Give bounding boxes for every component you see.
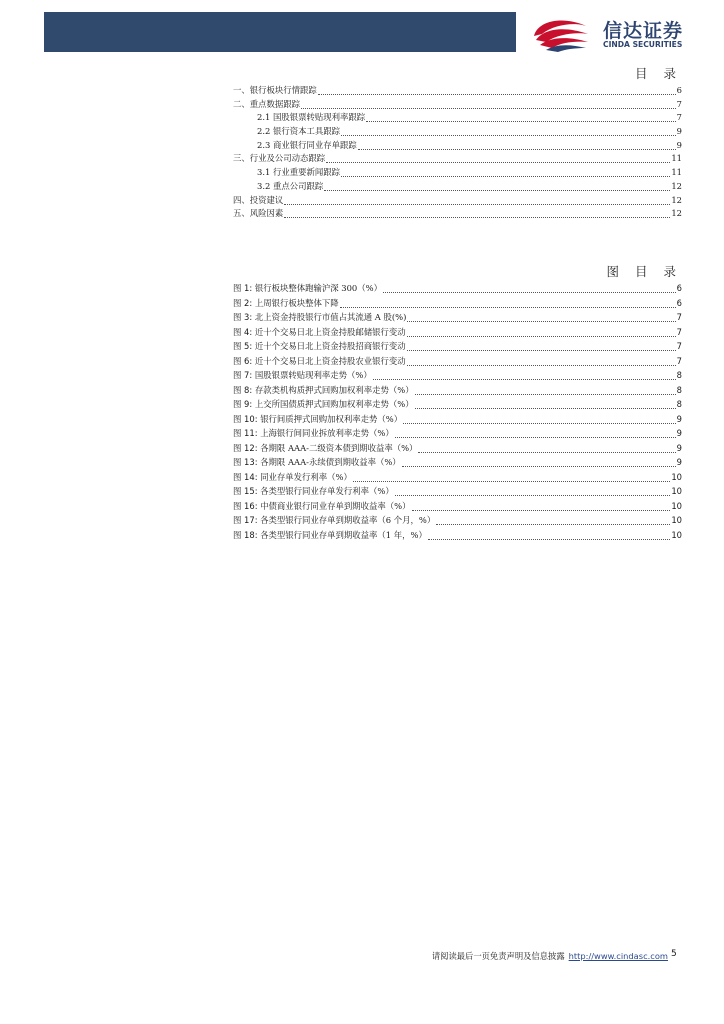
figure-entry-label bbox=[233, 470, 352, 485]
dot-leader bbox=[284, 195, 670, 205]
toc-entry-label: 五、风险因素 bbox=[233, 208, 284, 219]
toc-entry-label: 2.3 商业银行同业存单跟踪 bbox=[257, 139, 357, 150]
figure-number: 图 11: bbox=[233, 428, 258, 438]
toc-entry[interactable] bbox=[233, 152, 682, 166]
figure-entry-page: 7 bbox=[676, 312, 682, 322]
figure-number: 图 9: bbox=[233, 399, 253, 409]
figure-entry[interactable] bbox=[233, 383, 682, 398]
figure-entry-page: 6 bbox=[676, 283, 682, 293]
figure-caption: 银行间质押式回购加权利率走势（%） bbox=[260, 413, 403, 424]
footer-link[interactable]: http://www.cindasc.com bbox=[568, 951, 668, 961]
figure-entry-label bbox=[233, 484, 394, 499]
toc-entry-label: 四、投资建议 bbox=[233, 194, 284, 205]
toc-entry[interactable] bbox=[233, 139, 682, 153]
figures-title: 图 目 录 bbox=[606, 264, 682, 279]
dot-leader bbox=[301, 99, 676, 109]
figure-number: 图 7: bbox=[233, 370, 253, 380]
list-of-figures bbox=[233, 281, 682, 542]
figure-entry-page: 9 bbox=[676, 413, 682, 424]
figure-number: 图 3: bbox=[233, 312, 253, 322]
toc-entry[interactable] bbox=[233, 111, 682, 125]
figure-caption: 各类型银行同业存单到期收益率（1 年，%） bbox=[260, 529, 427, 540]
figure-entry[interactable] bbox=[233, 310, 682, 325]
toc-entry-label: 2.1 国股银票转贴现利率跟踪 bbox=[257, 112, 366, 123]
figure-entry-label bbox=[233, 528, 427, 543]
figure-entry[interactable] bbox=[233, 339, 682, 354]
figure-caption: 北上资金持股银行市值占其流通 A 股(%) bbox=[254, 312, 407, 322]
figure-number: 图 16: bbox=[233, 500, 258, 511]
figure-entry-label bbox=[233, 426, 394, 441]
dot-leader bbox=[324, 181, 670, 191]
figure-entry-label bbox=[233, 513, 435, 528]
figure-number: 图 8: bbox=[233, 384, 253, 395]
figure-caption: 各期限 AAA-二级资本债到期收益率（%） bbox=[260, 442, 418, 453]
toc-entry-page: 7 bbox=[676, 98, 682, 109]
footer bbox=[432, 950, 668, 962]
figure-entry-page: 7 bbox=[676, 326, 682, 337]
figure-entry-page: 9 bbox=[676, 457, 682, 467]
figure-caption: 存款类机构质押式回购加权利率走势（%） bbox=[254, 384, 414, 395]
figure-entry[interactable] bbox=[233, 325, 682, 340]
figure-caption: 近十个交易日北上资金持股邮储银行变动 bbox=[254, 326, 406, 337]
figure-entry-page: 10 bbox=[671, 529, 682, 540]
figure-number: 图 13: bbox=[233, 457, 258, 467]
figure-entry[interactable] bbox=[233, 397, 682, 412]
figure-number: 图 4: bbox=[233, 326, 253, 337]
dot-leader bbox=[366, 112, 676, 122]
dot-leader bbox=[402, 456, 676, 467]
toc-entry[interactable] bbox=[233, 166, 682, 180]
dot-leader bbox=[340, 297, 676, 308]
toc-entry-page: 12 bbox=[671, 180, 682, 191]
dot-leader bbox=[383, 282, 676, 293]
dot-leader bbox=[341, 167, 670, 177]
figure-entry-page: 10 bbox=[671, 471, 682, 482]
figure-caption: 上交所国债质押式回购加权利率走势（%） bbox=[254, 399, 414, 409]
dot-leader bbox=[326, 153, 670, 163]
figure-caption: 各类型银行同业存单到期收益率（6 个月，%） bbox=[260, 515, 436, 525]
toc-entry-page: 12 bbox=[671, 194, 682, 205]
dot-leader bbox=[403, 413, 676, 424]
toc-entry[interactable] bbox=[233, 84, 682, 98]
figure-number: 图 12: bbox=[233, 442, 258, 453]
figure-entry-page: 9 bbox=[676, 442, 682, 453]
figure-caption: 各期限 AAA-永续债到期收益率（%） bbox=[260, 457, 401, 467]
figure-entry[interactable] bbox=[233, 470, 682, 485]
figure-number: 图 1: bbox=[233, 283, 253, 293]
figure-entry-label bbox=[233, 441, 417, 456]
figure-entry-label bbox=[233, 412, 402, 427]
dot-leader bbox=[436, 514, 670, 525]
dot-leader bbox=[407, 340, 676, 351]
figure-entry-label bbox=[233, 296, 339, 311]
toc-entry-label: 二、重点数据跟踪 bbox=[233, 98, 300, 109]
figure-entry-page: 10 bbox=[671, 500, 682, 511]
figure-caption: 各类型银行同业存单发行利率（%） bbox=[260, 486, 394, 496]
figure-entry-page: 9 bbox=[676, 428, 682, 438]
figure-entry[interactable] bbox=[233, 455, 682, 470]
figure-caption: 近十个交易日北上资金持股招商银行变动 bbox=[254, 341, 406, 351]
figure-entry-label bbox=[233, 354, 406, 369]
dot-leader bbox=[373, 369, 676, 380]
figure-entry-page: 7 bbox=[676, 341, 682, 351]
figure-number: 图 18: bbox=[233, 529, 258, 540]
toc-entry[interactable] bbox=[233, 207, 682, 221]
figure-number: 图 14: bbox=[233, 471, 258, 482]
dot-leader bbox=[415, 384, 676, 395]
dot-leader bbox=[412, 500, 671, 511]
figure-entry-label bbox=[233, 325, 406, 340]
figure-entry-label bbox=[233, 339, 406, 354]
figure-number: 图 10: bbox=[233, 413, 258, 424]
toc-entry-page: 6 bbox=[676, 85, 682, 95]
figure-entry-label bbox=[233, 383, 414, 398]
figure-entry[interactable] bbox=[233, 281, 682, 296]
toc-entry-page: 7 bbox=[676, 112, 682, 123]
figure-entry-page: 8 bbox=[676, 370, 682, 380]
dot-leader bbox=[318, 85, 676, 95]
table-of-contents bbox=[233, 84, 682, 221]
figure-entry-label bbox=[233, 368, 372, 383]
figure-entry-label bbox=[233, 499, 411, 514]
figure-entry-page: 10 bbox=[671, 515, 682, 525]
figure-entry[interactable] bbox=[233, 499, 682, 514]
figure-entry[interactable] bbox=[233, 528, 682, 543]
figure-caption: 上周银行板块整体下降 bbox=[254, 297, 339, 308]
figure-number: 图 15: bbox=[233, 486, 258, 496]
dot-leader bbox=[407, 326, 676, 337]
toc-entry-label: 一、银行板块行情跟踪 bbox=[233, 85, 317, 95]
logo-english-name: CINDA SECURITIES bbox=[603, 40, 683, 49]
figure-caption: 上海银行间同业拆放利率走势（%） bbox=[260, 428, 394, 438]
figure-number: 图 5: bbox=[233, 341, 253, 351]
dot-leader bbox=[353, 471, 670, 482]
figure-entry[interactable] bbox=[233, 296, 682, 311]
dot-leader bbox=[407, 311, 675, 322]
figure-entry[interactable] bbox=[233, 354, 682, 369]
figure-entry[interactable] bbox=[233, 412, 682, 427]
figure-caption: 同业存单发行利率（%） bbox=[260, 471, 352, 482]
dot-leader bbox=[418, 442, 675, 453]
toc-entry-label: 2.2 银行资本工具跟踪 bbox=[257, 126, 340, 137]
figure-entry-page: 8 bbox=[676, 384, 682, 395]
toc-entry-page: 9 bbox=[676, 139, 682, 150]
figure-entry-label bbox=[233, 310, 406, 325]
figure-caption: 国股银票转贴现利率走势（%） bbox=[254, 370, 372, 380]
dot-leader bbox=[284, 208, 670, 218]
contents-title: 目 录 bbox=[635, 66, 682, 81]
toc-entry-label: 3.2 重点公司跟踪 bbox=[257, 180, 324, 191]
figure-entry[interactable] bbox=[233, 441, 682, 456]
toc-entry-page: 11 bbox=[671, 167, 682, 178]
figure-caption: 银行板块整体跑输沪深 300（%） bbox=[254, 283, 382, 293]
footer-disclaimer: 请阅读最后一页免责声明及信息披露 bbox=[431, 951, 565, 961]
figure-number: 图 6: bbox=[233, 355, 253, 366]
toc-entry[interactable] bbox=[233, 98, 682, 112]
figure-entry-label bbox=[233, 455, 401, 470]
logo-chinese-name: 信达证券 bbox=[603, 20, 684, 42]
toc-entry-page: 12 bbox=[671, 208, 682, 219]
toc-entry[interactable] bbox=[233, 125, 682, 139]
dot-leader bbox=[395, 485, 671, 496]
figure-number: 图 17: bbox=[233, 515, 258, 525]
page-number: 5 bbox=[671, 949, 677, 959]
figure-entry[interactable] bbox=[233, 368, 682, 383]
figure-entry-page: 10 bbox=[671, 486, 682, 496]
dot-leader bbox=[341, 126, 676, 136]
cinda-logo-icon bbox=[530, 14, 592, 54]
figure-entry-label bbox=[233, 397, 414, 412]
toc-entry-label: 三、行业及公司动态跟踪 bbox=[233, 153, 326, 164]
dot-leader bbox=[358, 140, 676, 150]
dot-leader bbox=[428, 529, 670, 540]
dot-leader bbox=[395, 427, 676, 438]
toc-entry-page: 11 bbox=[671, 153, 682, 164]
toc-entry-page: 9 bbox=[676, 126, 682, 137]
figure-entry[interactable] bbox=[233, 513, 682, 528]
figure-entry-page: 8 bbox=[676, 399, 682, 409]
figure-number: 图 2: bbox=[233, 297, 253, 308]
figure-entry-label bbox=[233, 281, 382, 296]
toc-entry[interactable] bbox=[233, 194, 682, 208]
toc-entry-label: 3.1 行业重要新闻跟踪 bbox=[257, 167, 340, 178]
figure-entry[interactable] bbox=[233, 426, 682, 441]
header-bar bbox=[44, 12, 516, 52]
figure-entry-page: 7 bbox=[676, 355, 682, 366]
figure-caption: 中债商业银行同业存单到期收益率（%） bbox=[260, 500, 411, 511]
dot-leader bbox=[407, 355, 676, 366]
figure-entry[interactable] bbox=[233, 484, 682, 499]
figure-caption: 近十个交易日北上资金持股农业银行变动 bbox=[254, 355, 406, 366]
figure-entry-page: 6 bbox=[676, 297, 682, 308]
toc-entry[interactable] bbox=[233, 180, 682, 194]
dot-leader bbox=[415, 398, 676, 409]
